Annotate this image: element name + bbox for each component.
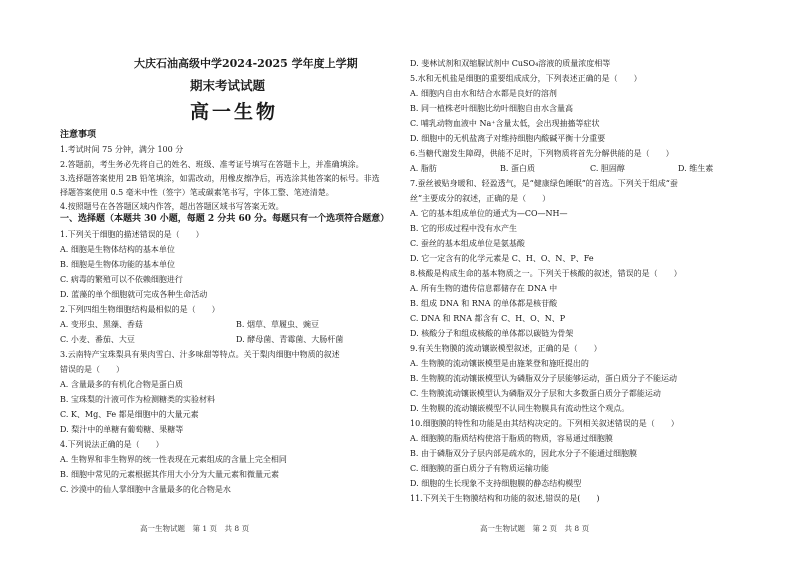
notice-item: 2.答题前，考生务必先将自己的姓名、班级、准考证号填写在答题卡上，并准确填涂。 xyxy=(60,160,364,169)
option: D. 酵母菌、青霉菌、大肠杆菌 xyxy=(236,335,344,344)
question-stem: 10.细胞膜的特性和功能是由其结构决定的。下列相关叙述错误的是（ ） xyxy=(410,419,679,428)
option: D. 细胞中的无机盐离子对维持细胞内酸碱平衡十分重要 xyxy=(410,134,606,143)
question-stem: 丝”主要成分的叙述，正确的是（ ） xyxy=(410,194,551,203)
option: C. 沙漠中的仙人掌细胞中含量最多的化合物是水 xyxy=(60,485,231,494)
option: A. 生物界和非生物界的统一性表现在元素组成的含量上完全相同 xyxy=(60,455,287,464)
option: C. K、Mg、Fe 都是细胞中的大量元素 xyxy=(60,410,199,419)
notice-title: 注意事项 xyxy=(60,130,97,140)
question-stem: 7.蚕丝被贴身暖和、轻盈透气，是“健康绿色睡眠”的首选。下列关于组成“蚕 xyxy=(410,179,678,188)
option: C. 病毒的繁殖可以不依赖细胞进行 xyxy=(60,275,183,284)
option: B. 它的形成过程中没有水产生 xyxy=(410,224,517,233)
option: A. 细胞膜的脂质结构使溶于脂质的物质，容易通过细胞膜 xyxy=(410,434,613,443)
option: A. 变形虫、黑藻、香菇 xyxy=(60,320,143,329)
exam-title: 期末考试试题 xyxy=(190,78,266,93)
option: B. 宝珠梨的汁液可作为检测糖类的实验材料 xyxy=(60,395,215,404)
option: C. 蚕丝的基本组成单位是氨基酸 xyxy=(410,239,525,248)
option: D. 梨汁中的单糖有葡萄糖、果糖等 xyxy=(60,425,184,434)
notice-item: 4.按照题号在各答题区域内作答，超出答题区域书写答案无效。 xyxy=(60,202,284,211)
option: A. 细胞是生物体结构的基本单位 xyxy=(60,245,175,254)
option: B. 烟草、草履虫、豌豆 xyxy=(236,320,319,329)
right-page xyxy=(410,0,746,561)
option: D. 维生素 xyxy=(678,164,714,173)
option: A. 细胞内自由水和结合水都是良好的溶剂 xyxy=(410,89,557,98)
option: D. 斐林试剂和双缩脲试剂中 CuSO₄溶液的质量浓度相等 xyxy=(410,59,611,68)
option: A. 生物膜的流动镶嵌模型是由施莱登和施旺提出的 xyxy=(410,359,589,368)
option: B. 同一植株老叶细胞比幼叶细胞自由水含量高 xyxy=(410,104,573,113)
option: D. 细胞的生长现象不支持细胞膜的静态结构模型 xyxy=(410,479,582,488)
school-title: 大庆石油高级中学2024-2025 学年度上学期 xyxy=(134,57,358,70)
question-stem: 8.核酸是构成生命的基本物质之一。下列关于核酸的叙述，错误的是（ ） xyxy=(410,269,682,278)
question-stem: 11.下列关于生物膜结构和功能的叙述,错误的是( ) xyxy=(410,494,600,503)
notice-item: 1.考试时间 75 分钟，满分 100 分 xyxy=(60,145,184,154)
option: B. 细胞是生物体功能的基本单位 xyxy=(60,260,175,269)
question-stem: 5.水和无机盐是细胞的重要组成成分，下列表述正确的是（ ） xyxy=(410,74,642,83)
option: C. 哺乳动物血液中 Na⁺含量太低，会出现抽搐等症状 xyxy=(410,119,600,128)
option: B. 蛋白质 xyxy=(500,164,535,173)
notice-item: 择题答案使用 0.5 毫米中性（签字）笔或碳素笔书写，字体工整、笔迹清楚。 xyxy=(60,188,334,197)
option: B. 细胞中常见的元素根据其作用大小分为大量元素和微量元素 xyxy=(60,470,279,479)
question-stem: 错误的是（ ） xyxy=(60,365,124,374)
option: D. 它一定含有的化学元素是 C、H、O、N、P、Fe xyxy=(410,254,594,263)
page-footer: 高一生物试题 第 2 页 共 8 页 xyxy=(480,524,590,533)
option: A. 它的基本组成单位的通式为—CO—NH— xyxy=(410,209,568,218)
question-stem: 9.有关生物膜的流动镶嵌模型叙述，正确的是（ ） xyxy=(410,344,602,353)
option: C. 胆固醇 xyxy=(590,164,625,173)
notice-item: 3.选择题答案使用 2B 铅笔填涂，如需改动，用橡皮擦净后，再选涂其他答案的标号。非选 xyxy=(60,174,380,183)
option: C. DNA 和 RNA 都含有 C、H、O、N、P xyxy=(410,314,566,323)
option: B. 由于磷脂双分子层内部是疏水的，因此水分子不能通过细胞膜 xyxy=(410,449,637,458)
option: A. 所有生物的遗传信息都储存在 DNA 中 xyxy=(410,284,558,293)
question-stem: 6.当糖代谢发生障碍，供能不足时，下列物质将首先分解供能的是（ ） xyxy=(410,149,674,158)
option: D. 核酸分子和组成核酸的单体都以碳链为骨架 xyxy=(410,329,574,338)
option: A. 含量最多的有机化合物是蛋白质 xyxy=(60,380,183,389)
page-footer: 高一生物试题 第 1 页 共 8 页 xyxy=(140,524,250,533)
option: D. 生物膜的流动镶嵌模型不认同生物膜具有流动性这个观点。 xyxy=(410,404,630,413)
option: B. 组成 DNA 和 RNA 的单体都是核苷酸 xyxy=(410,299,558,308)
section-title: 一、选择题（本题共 30 小题，每题 2 分共 60 分。每题只有一个选项符合题意） xyxy=(60,214,390,224)
option: C. 生物膜流动镶嵌模型认为磷脂双分子层和大多数蛋白质分子都能运动 xyxy=(410,389,661,398)
question-stem: 3.云南特产宝珠梨具有果肉雪白、汁多味甜等特点。关于梨肉细胞中物质的叙述 xyxy=(60,350,340,359)
option: D. 蓝藻的单个细胞就可完成各种生命活动 xyxy=(60,290,208,299)
option: C. 小麦、番茄、大豆 xyxy=(60,335,135,344)
question-stem: 2.下列四组生物细胞结构最相似的是（ ） xyxy=(60,305,220,314)
option: A. 脂肪 xyxy=(410,164,437,173)
option: C. 细胞膜的蛋白质分子有物质运输功能 xyxy=(410,464,549,473)
option: B. 生物膜的流动镶嵌模型认为磷脂双分子层能够运动，蛋白质分子不能运动 xyxy=(410,374,677,383)
left-page xyxy=(60,0,396,561)
question-stem: 4.下列说法正确的是（ ） xyxy=(60,440,164,449)
subject-title: 高一生物 xyxy=(190,101,279,123)
question-stem: 1.下列关于细胞的描述错误的是（ ） xyxy=(60,230,204,239)
